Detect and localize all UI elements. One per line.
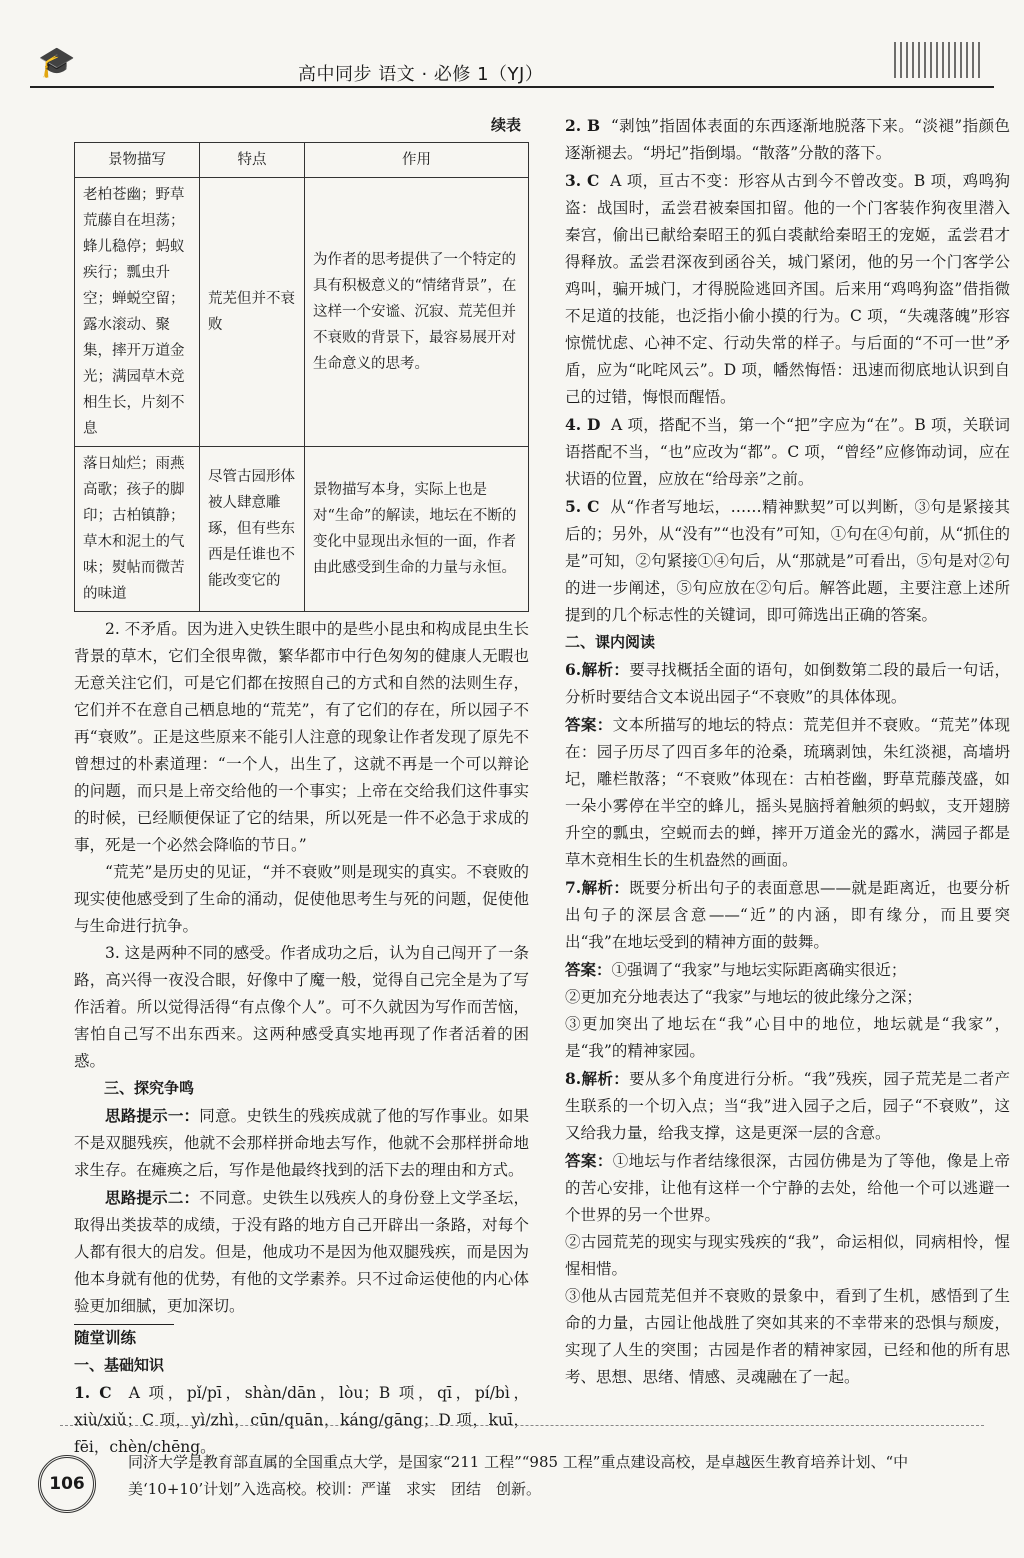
table-cell: 荒芜但并不衰败 xyxy=(200,178,305,447)
right-column xyxy=(565,112,1010,1391)
answer-number: 5. C xyxy=(565,497,600,516)
answer-7-key-2: ②更加充分地表达了“我家”与地坛的彼此缘分之深； xyxy=(565,988,922,1006)
answer-8 xyxy=(565,1065,1010,1147)
answer-text: ①地坛与作者结缘很深，古园仿佛是为了等他，像是上帝的苦心安排，让他有这样一个宁静的去处，给他一个可以逃避一个世界的另一个世界。 xyxy=(565,1152,1010,1224)
page-footer xyxy=(0,1425,1024,1525)
answer-8-key-2: ②古园荒芜的现实与现实残疾的“我”，命运相似，同病相怜，惺惺相惜。 xyxy=(565,1233,1010,1278)
analysis-label: 解析： xyxy=(581,660,630,679)
hint-two-text: 不同意。史铁生以残疾人的身份登上文学圣坛，取得出类拔萃的成绩，于没有路的地方自己开辟出一条路，对每个人都有很大的启发。但是，他成功不是因为他双腿残疾，而是因为他本身就有他的优势，有他的文学素养。只不过命运使他的内心体验更加细腻，更加深切。 xyxy=(74,1189,529,1315)
answer-text: A 项，亘古不变：形容从古到今不曾改变。B 项，鸡鸣狗盗：战国时，孟尝君被秦国扣留。他的一个门客装作狗夜里潜入秦宫，偷出已献给秦昭王的狐白裘献给秦昭王的宠姬，孟尝君才得释放。孟尝君深夜到函谷关，城门紧闭，他的另一个门客学公鸡叫，骗开城门，才得脱险逃回齐国。后来用“鸡鸣狗盗”借指微不足道的技能，也泛指小偷小摸的行为。C 项，“失魂落魄”形容惊慌忧虑、心神不定、行动失常的样子。与后面的“不可一世”矛盾，应为“叱咤风云”。D 项，幡然悔悟：迅速而彻底地认识到自己的过错，悔恨而醒悟。 xyxy=(565,172,1010,406)
header-decoration xyxy=(894,42,984,78)
answer-text: A 项，搭配不当，第一个“把”字应为“在”。B 项，关联词语搭配不当，“也”应改为“都”。C 项，“曾经”应修饰动词，应在状语的位置，应放在“给母亲”之前。 xyxy=(565,416,1010,488)
book-title: 高中同步 语文 · 必修 1（YJ） xyxy=(298,64,544,85)
page-number: 106 xyxy=(38,1455,96,1513)
answer-2: 2. 不矛盾。因为进入史铁生眼中的是些小昆虫和构成昆虫生长背景的草木，它们全很卑微，繁华都市中行色匆匆的健康人无暇也无意关注它们，可是它们都在按照自己的方式和自然的法则生存，它们并不在意自己栖息地的“荒芜”，有了它们的存在，所以园子不再“衰败”。正是这些原来不能引人注意的现象让作者发现了原先不曾想过的朴素道理：“一个人，出生了，这就不再是一个可以辩论的问题，而只是上帝交给他的一个事实；上帝在交给我们这件事实的时候，已经顺便保证了它的结果，所以死是一件不必急于求成的事，死是一个必然会降临的节日。” xyxy=(74,620,529,854)
column-header: 特点 xyxy=(200,143,305,178)
table-cell: 景物描写本身，实际上也是对“生命”的解读，地坛在不断的变化中显现出永恒的一面，作者由此感受到生命的力量与永恒。 xyxy=(305,447,529,612)
hint-two-label: 思路提示二： xyxy=(105,1188,200,1207)
answer-number: 1. C xyxy=(74,1383,112,1402)
answer-7-key-3: ③更加突出了地坛在“我”心目中的地位，地坛就是“我家”，是“我”的精神家园。 xyxy=(565,1015,1010,1060)
answer-text: “剥蚀”指固体表面的东西逐渐地脱落下来。“淡褪”指颜色逐渐褪去。“坍圮”指倒塌。“散落”分散的落下。 xyxy=(565,117,1010,162)
subsection-title: 随堂训练 xyxy=(74,1324,174,1352)
section-heading: 一、基础知识 xyxy=(74,1356,165,1374)
section-heading: 三、探究争鸣 xyxy=(104,1079,195,1097)
answer-number: 8. xyxy=(565,1069,582,1088)
analysis-text: 要从多个角度进行分析。“我”残疾，园子荒芜是二者产生联系的一个切入点；当“我”进入园子之后，园子“不衰败”，这又给我力量，给我支撑，这是更深一层的含意。 xyxy=(565,1070,1010,1142)
hint-two xyxy=(74,1184,529,1320)
column-header: 景物描写 xyxy=(75,143,200,178)
answer-text: 从“作者写地坛，……精神默契”可以判断，③句是紧接其后的；另外，从“没有”“也没有”可知，①句在④句前，从“抓住的是”可知，②句紧接①④句后，从“那就是”可看出，⑤句是对②句的进一步阐述，⑤句应放在②句后。解答此题，主要注意上述所提到的几个标志性的关键词，即可筛选出正确的答案。 xyxy=(565,498,1010,624)
footer-note: 同济大学是教育部直属的全国重点大学，是国家“211 工程”“985 工程”重点建设高校，是卓越医生教育培养计划、“中美‘10+10’计划”入选高校。校训：严谨 求实 团结 创新。 xyxy=(128,1453,909,1498)
analysis-text: 要寻找概括全面的语句，如倒数第二段的最后一句话，分析时要结合文本说出园子“不衰败”的具体体现。 xyxy=(565,661,1010,706)
answer-label: 答案： xyxy=(565,1151,613,1170)
table-cell: 尽管古园形体被人肆意雕琢，但有些东西是任谁也不能改变它的 xyxy=(200,447,305,612)
answer-text: 文本所描写的地坛的特点：荒芜但并不衰败。“荒芜”体现在：园子历尽了四百多年的沧桑，琉璃剥蚀，朱红淡褪，高墙坍圮，雕栏散落；“不衰败”体现在：古柏苍幽，野草荒藤茂盛，如一朵小雾停在半空的蜂儿，摇头晃脑捋着触须的蚂蚁，支开翅膀升空的瓢虫，空蜕而去的蝉，摔开万道金光的露水，满园子都是草木竞相生长的生机盎然的画面。 xyxy=(565,716,1010,869)
answer-6 xyxy=(565,656,1010,711)
answer-3-choice xyxy=(565,167,1010,411)
left-column xyxy=(74,112,529,1461)
answer-4-choice xyxy=(565,411,1010,493)
hint-one-label: 思路提示一： xyxy=(105,1106,200,1125)
analysis-label: 解析： xyxy=(581,1069,630,1088)
table-row xyxy=(75,447,529,612)
answer-8-key xyxy=(565,1147,1010,1229)
answer-7 xyxy=(565,874,1010,956)
answer-number: 7. xyxy=(565,878,582,897)
hint-one xyxy=(74,1102,529,1184)
table-cell: 落日灿烂；雨燕高歌；孩子的脚印；古柏镇静；草木和泥土的气味；熨帖而微苦的味道 xyxy=(75,447,200,612)
column-header: 作用 xyxy=(305,143,529,178)
analysis-label: 解析： xyxy=(581,878,630,897)
answer-number: 6. xyxy=(565,660,582,679)
answer-label: 答案： xyxy=(565,715,613,734)
table-row xyxy=(75,178,529,447)
answer-3: 3. 这是两种不同的感受。作者成功之后，认为自己闯开了一条路，高兴得一夜没合眼，好像中了魔一般，觉得自己完全是为了写作活着。所以觉得活得“有点像个人”。可不久就因为写作而苦恼，害怕自己写不出东西来。这两种感受真实地再现了作者活着的困惑。 xyxy=(74,944,529,1070)
answer-number: 2. B xyxy=(565,116,601,135)
hint-one-text: 同意。史铁生的残疾成就了他的写作事业。如果不是双腿残疾，他就不会那样拼命地去写作，他就不会那样拼命地求生存。在瘫痪之后，写作是他最终找到的活下去的理由和方式。 xyxy=(74,1107,529,1179)
graduation-cap-icon: 🎓 xyxy=(38,45,76,80)
answer-number: 3. C xyxy=(565,171,600,190)
table-header-row xyxy=(75,143,529,178)
footer-rule xyxy=(60,1425,984,1426)
scenery-table xyxy=(74,142,529,612)
answer-text: ①强调了“我家”与地坛实际距离确实很近； xyxy=(611,961,907,979)
section-heading: 二、课内阅读 xyxy=(565,633,656,651)
table-cell: 老柏苍幽；野草荒藤自在坦荡；蜂儿稳停；蚂蚁疾行；瓢虫升空；蝉蜕空留；露水滚动、聚集，摔开万道金光；满园草木竞相生长，片刻不息 xyxy=(75,178,200,447)
answer-6-key xyxy=(565,711,1010,874)
answer-7-key xyxy=(565,956,1010,984)
answer-2-continued: “荒芜”是历史的见证，“并不衰败”则是现实的真实。不衰败的现实使他感受到了生命的涌动，促使他思考生与死的问题，促使他与生命进行抗争。 xyxy=(74,863,529,935)
answer-label: 答案： xyxy=(565,960,612,979)
header-rule xyxy=(30,86,994,88)
answer-2-choice xyxy=(565,112,1010,167)
analysis-text: 既要分析出句子的表面意思——就是距离近，也要分析出句子的深层含意——“近”的内涵，即有缘分，而且要突出“我”在地坛受到的精神方面的鼓舞。 xyxy=(565,879,1010,951)
answer-8-key-3: ③他从古园荒芜但并不衰败的景象中，看到了生机，感悟到了生命的力量，古园让他战胜了突如其来的不幸带来的恐惧与颓废，实现了人生的突围；古园是作者的精神家园，已经和他的所有思考、思想、思绪、情感、灵魂融在了一起。 xyxy=(565,1287,1010,1386)
page-header xyxy=(0,0,1024,100)
answer-number: 4. D xyxy=(565,415,601,434)
answer-5-choice xyxy=(565,493,1010,629)
table-continued-label: 续表 xyxy=(490,116,521,134)
answer-text: A 项，pǐ/pī，shàn/dān，lòu；B 项，qī，pí/bì，xiù/xiǔ；C 项，yì/zhì，cūn/quān，káng/gāng；D 项，kuī，fēi，chèn/chēng。 xyxy=(74,1384,529,1456)
table-cell: 为作者的思考提供了一个特定的具有积极意义的“情绪背景”，在这样一个安谧、沉寂、荒芜但并不衰败的背景下，最容易展开对生命意义的思考。 xyxy=(305,178,529,447)
